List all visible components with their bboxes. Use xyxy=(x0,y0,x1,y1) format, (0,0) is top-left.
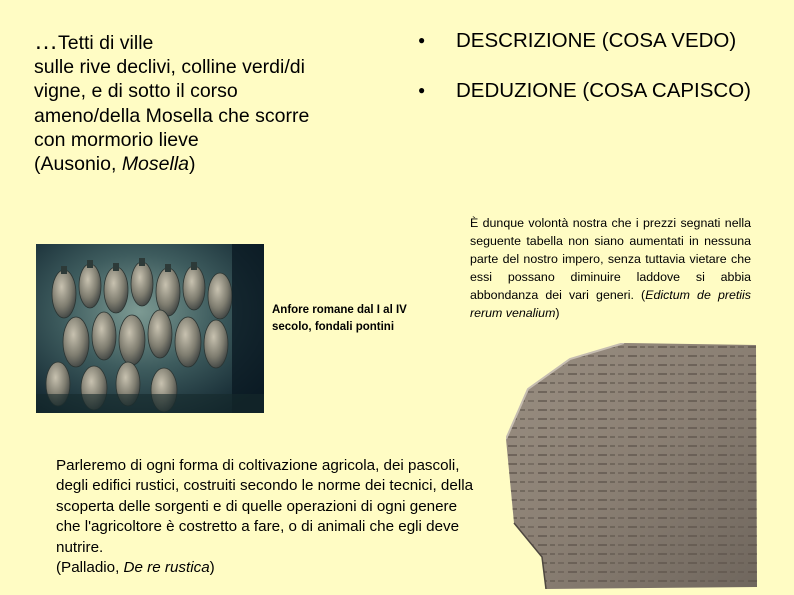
amphorae-photo xyxy=(36,244,264,413)
bullet-item xyxy=(418,26,788,55)
edict-quote xyxy=(470,214,751,322)
edict-text: È dunque volontà nostra che i prezzi segnati nella seguente tabella non siano aumentati in nessuna parte del nostro impero, senza tuttavia vietare che essi possano diminuire laddove si abbia abbondanza dei vari generi. ( xyxy=(470,216,751,302)
bullet-dot-icon: ● xyxy=(418,33,426,47)
quote-line: Tetti di ville xyxy=(58,32,154,54)
citation-title: Mosella xyxy=(121,153,190,176)
quote-line: vigne, e di sotto il corso xyxy=(34,80,238,103)
method-list xyxy=(418,26,788,126)
palladio-text: Parleremo di ogni forma di coltivazione agricola, dei pascoli, degli edifici rustici, costruiti secondo le norme dei tecnici, della scoperta delle sorgenti e di quelle operazioni di ogni genere che l'agricoltore è costretto a fare, o di animali che egli deve nutrire. xyxy=(56,457,474,556)
edict-title: Edictum de pretiis rerum venalium xyxy=(470,288,752,320)
bullet-dot-icon: ● xyxy=(418,83,426,97)
citation-prefix: (Palladio, xyxy=(56,559,124,577)
edict-tablet-photo xyxy=(506,343,757,589)
citation-suffix: ) xyxy=(189,153,196,176)
quote-line: ameno/della Mosella che scorre xyxy=(34,104,310,127)
palladio-quote xyxy=(56,456,476,578)
edict-suffix: ) xyxy=(555,306,560,320)
ausonio-quote xyxy=(34,30,414,176)
quote-line: sulle rive declivi, colline verdi/di xyxy=(34,56,305,79)
quote-line: con mormorio lieve xyxy=(34,128,199,151)
photo-caption: Anfore romane dal I al IV secolo, fondali pontini xyxy=(272,304,407,333)
bullet-text: DEDUZIONE (COSA CAPISCO) xyxy=(456,79,752,102)
citation-suffix: ) xyxy=(209,559,215,577)
citation-prefix: (Ausonio, xyxy=(34,153,122,176)
ellipsis: … xyxy=(34,28,58,55)
citation-title: De re rustica xyxy=(123,559,210,577)
bullet-text: DESCRIZIONE (COSA VEDO) xyxy=(456,29,737,52)
bullet-item xyxy=(418,76,788,105)
